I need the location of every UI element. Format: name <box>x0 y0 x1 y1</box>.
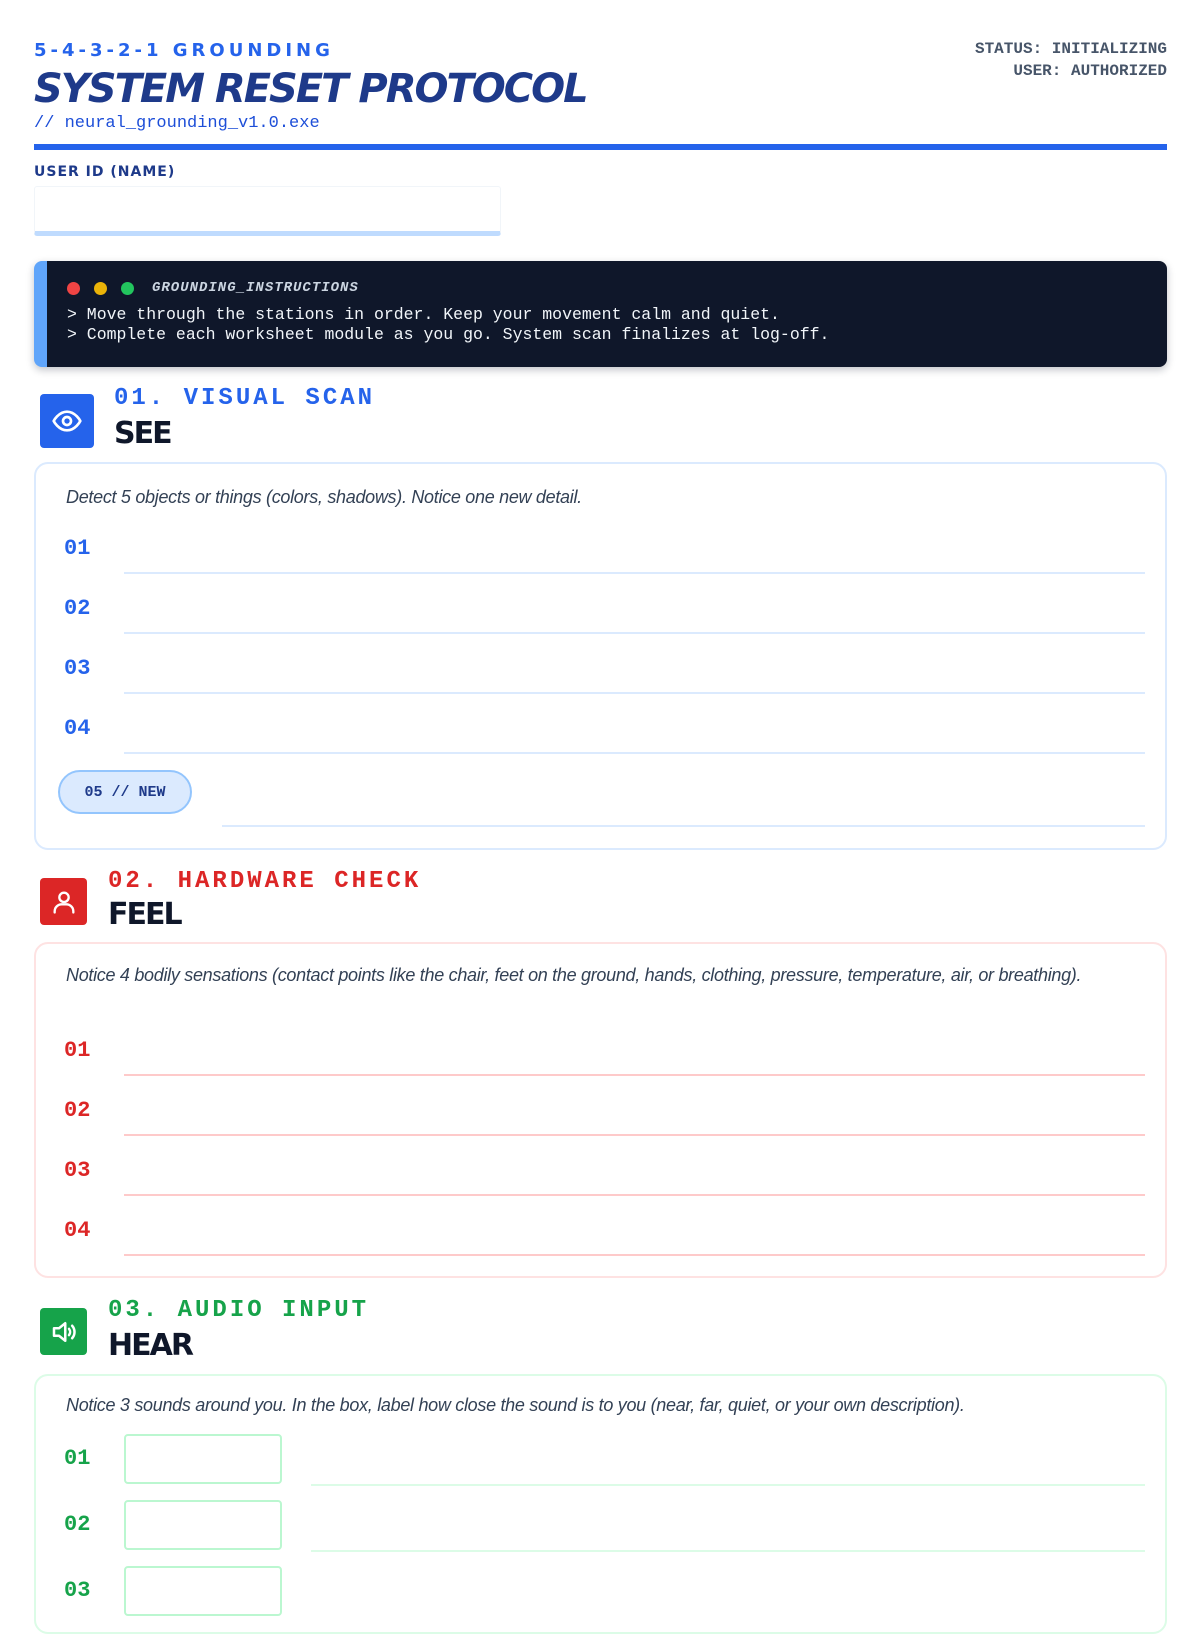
eye-icon <box>40 394 94 448</box>
status-block <box>975 38 1167 82</box>
header-divider <box>34 144 1167 150</box>
terminal-title: GROUNDING_INSTRUCTIONS <box>152 280 359 296</box>
section-see-number: 01. VISUAL SCAN <box>114 385 376 412</box>
user-id-label: USER ID (NAME) <box>34 164 176 180</box>
row-number: 04 <box>64 716 91 741</box>
terminal-line: > Move through the stations in order. Keep your movement calm and quiet. <box>67 305 780 324</box>
header-subtitle: // neural_grounding_v1.0.exe <box>34 114 320 133</box>
row-number: 03 <box>64 1578 91 1603</box>
row-number: 03 <box>64 1158 91 1183</box>
new-detail-badge: 05 // NEW <box>58 770 192 814</box>
answer-line[interactable] <box>124 692 1145 694</box>
speaker-icon <box>40 1308 87 1355</box>
status-line: STATUS: INITIALIZING <box>974 40 1167 58</box>
section-feel-title: FEEL <box>108 897 181 932</box>
yellow-dot-icon <box>94 282 107 295</box>
section-hear-card <box>34 1374 1167 1634</box>
red-dot-icon <box>67 282 80 295</box>
person-icon <box>40 878 87 925</box>
section-feel-card <box>34 942 1167 1278</box>
section-hear-number: 03. AUDIO INPUT <box>108 1297 370 1324</box>
answer-line[interactable] <box>311 1484 1145 1486</box>
row-number: 02 <box>64 1512 91 1537</box>
answer-line[interactable] <box>124 1074 1145 1076</box>
row-number: 04 <box>64 1218 91 1243</box>
terminal-line: > Complete each worksheet module as you go. System scan finalizes at log-off. <box>67 325 830 344</box>
section-hear-title: HEAR <box>108 1328 192 1363</box>
row-number: 01 <box>64 536 91 561</box>
section-see-card <box>34 462 1167 850</box>
answer-line[interactable] <box>311 1550 1145 1552</box>
section-feel-instruction: Notice 4 bodily sensations (contact points like the chair, feet on the ground, hands, clothing, pressure, temperature, air, or breathing). <box>66 965 1082 985</box>
section-feel-number: 02. HARDWARE CHECK <box>108 868 422 895</box>
answer-line[interactable] <box>124 632 1145 634</box>
answer-line[interactable] <box>124 1194 1145 1196</box>
distance-label-box[interactable] <box>124 1566 282 1616</box>
page-title: SYSTEM RESET PROTOCOL <box>34 66 587 112</box>
row-number: 01 <box>64 1446 91 1471</box>
answer-line[interactable] <box>124 1254 1145 1256</box>
section-see-title: SEE <box>114 416 171 451</box>
answer-line[interactable] <box>124 572 1145 574</box>
answer-line[interactable] <box>124 1134 1145 1136</box>
answer-line[interactable] <box>222 825 1145 827</box>
instructions-terminal <box>34 261 1167 367</box>
user-id-input[interactable] <box>34 186 501 236</box>
row-number: 02 <box>64 596 91 621</box>
row-number: 02 <box>64 1098 91 1123</box>
header-kicker: 5-4-3-2-1 GROUNDING <box>34 40 334 61</box>
section-hear-instruction: Notice 3 sounds around you. In the box, label how close the sound is to you (near, far, quiet, or your own description). <box>66 1395 965 1415</box>
distance-label-box[interactable] <box>124 1434 282 1484</box>
row-number: 03 <box>64 656 91 681</box>
section-see-instruction: Detect 5 objects or things (colors, shadows). Notice one new detail. <box>66 487 582 507</box>
distance-label-box[interactable] <box>124 1500 282 1550</box>
row-number: 01 <box>64 1038 91 1063</box>
green-dot-icon <box>121 282 134 295</box>
answer-line[interactable] <box>124 752 1145 754</box>
user-line: USER: AUTHORIZED <box>1013 62 1167 80</box>
